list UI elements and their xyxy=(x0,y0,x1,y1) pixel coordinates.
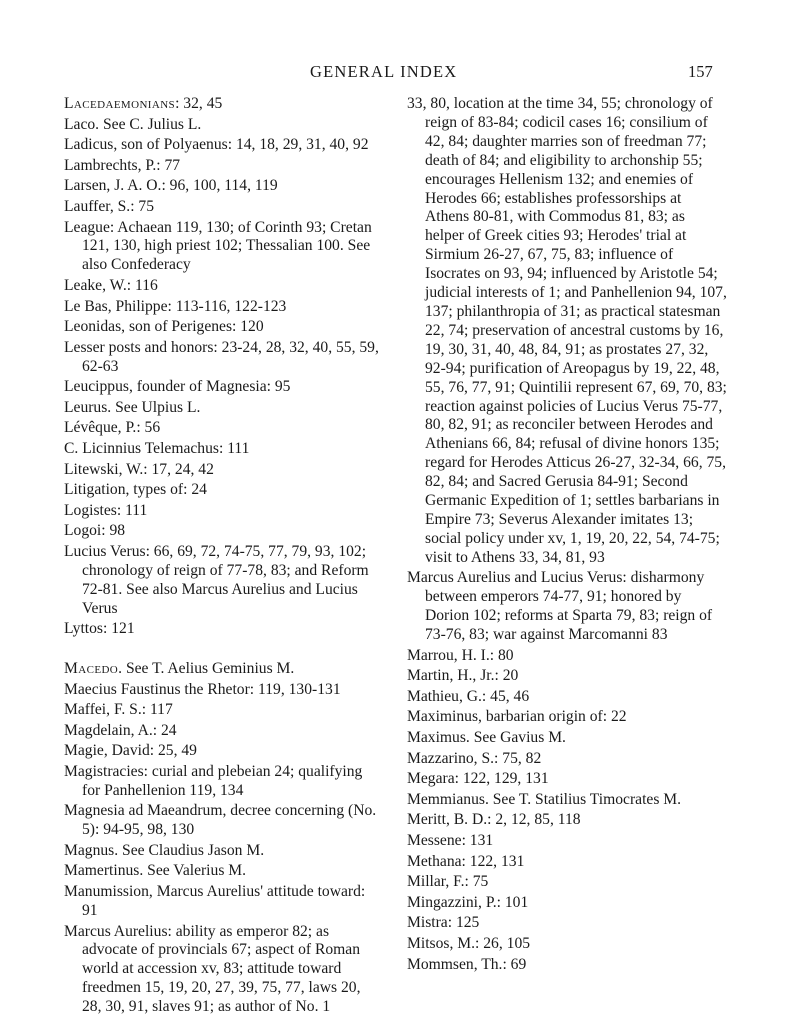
letter-section-gap xyxy=(64,641,382,660)
index-entry: Lyttos: 121 xyxy=(64,620,135,638)
index-entry: Magdelain, A.: 24 xyxy=(64,721,177,739)
index-entry: Maecius Faustinus the Rhetor: 119, 130-131 xyxy=(64,680,341,698)
index-entry: Magistracies: curial and plebeian 24; qualifying for Panhellenion 119, 134 xyxy=(64,762,363,799)
page-header xyxy=(0,62,787,86)
index-entry: Lesser posts and honors: 23-24, 28, 32, 40, 55, 59, 62-63 xyxy=(64,338,379,375)
index-entry: Mazzarino, S.: 75, 82 xyxy=(407,749,542,767)
index-entry: Maffei, F. S.: 117 xyxy=(64,701,173,719)
entry-text: : 32, 45 xyxy=(175,95,223,112)
index-entry: Logoi: 98 xyxy=(64,522,126,540)
index-entry: Lucius Verus: 66, 69, 72, 74-75, 77, 79, 93, 102; chronology of reign of 77-78, 83; and Reform 72-81. See also Marcus Aurelius and Lucius Verus xyxy=(64,543,369,617)
index-entry: Mingazzini, P.: 101 xyxy=(407,893,529,911)
index-entry: Marcus Aurelius and Lucius Verus: disharmony between emperors 74-77, 91; honored by Dorion 102; reforms at Sparta 79, 83; reign of 73-76, 83; war against Marcomanni 83 xyxy=(407,569,713,644)
index-entry: C. Licinnius Telemachus: 111 xyxy=(64,440,250,458)
index-entry: Larsen, J. A. O.: 96, 100, 114, 119 xyxy=(64,177,278,195)
page-number: 157 xyxy=(688,62,713,81)
index-entry-continued: 33, 80, location at the time 34, 55; chronology of reign of 83-84; codicil cases 16; consilium of 42, 84; daughter marries son of freedman 77; death of 84; and eligibility to archonship 55; encourages Hellenism 132; and enemies of Herodes 66; establishes professorships at Athens 80-81, with Commodus 81, 83; as helper of Greek cities 93; Herodes' trial at Sirmium 26-27, 67, 75, 83; influence of Isocrates on 93, 94; influenced by Aristotle 54; judicial interests of 1; and Panhellenion 94, 107, 137; philanthropia of 31; as practical statesman 22, 74; preservation of ancestral customs by 16, 19, 30, 31, 40, 48, 84, 91; as prostates 27, 32, 92-94; purification of Areopagus by 19, 22, 48, 55, 76, 77, 91; Quintilii represent 67, 69, 70, 83; reaction against policies of Lucius Verus 75-77, 80, 82, 91; as reconciler between Herodes and Athenians 66, 84; refusal of divine honors 135; regard for Herodes Atticus 26-27, 32-34, 66, 75, 82, 84; and Sacred Gerusia 84-91; Second Germanic Expedition of 1; settles barbarians in Empire 73; Severus Alexander imitates 13; social policy under xv, 1, 19, 20, 22, 54, 74-75; visit to Athens 33, 34, 81, 93 xyxy=(407,95,727,566)
index-entry: Lauffer, S.: 75 xyxy=(64,197,155,215)
index-entry: Mitsos, M.: 26, 105 xyxy=(407,934,531,952)
index-entry: Martin, H., Jr.: 20 xyxy=(407,667,519,685)
index-entry: League: Achaean 119, 130; of Corinth 93; Cretan 121, 130, high priest 102; Thessalian 100. See also Confederacy xyxy=(64,218,372,274)
index-entry: Lambrechts, P.: 77 xyxy=(64,156,181,174)
index-entry: Mommsen, Th.: 69 xyxy=(407,955,527,973)
index-entry: Mathieu, G.: 45, 46 xyxy=(407,687,530,705)
index-entry: Lévêque, P.: 56 xyxy=(64,419,161,437)
index-entry: Manumission, Marcus Aurelius' attitude toward: 91 xyxy=(64,883,366,919)
index-entry: Marcus Aurelius: ability as emperor 82; as advocate of provincials 67; aspect of Roman world at accession xv, 83; attitude toward freedmen 15, 19, 20, 27, 39, 75, 77, laws 20, 28, 30, 91, slaves 91; as author of No. 1 xyxy=(64,922,361,1016)
index-entry: Megara: 122, 129, 131 xyxy=(407,770,549,788)
index-entry: Millar, F.: 75 xyxy=(407,873,489,891)
right-column xyxy=(407,95,727,976)
entry-text: . See C. Julius L. xyxy=(95,115,202,133)
index-entry xyxy=(64,660,382,679)
index-entry: Ladicus, son of Polyaenus: 14, 18, 29, 31, 40, 92 xyxy=(64,136,369,154)
left-column xyxy=(64,95,382,1019)
index-entry: Methana: 122, 131 xyxy=(407,852,525,870)
running-head: GENERAL INDEX xyxy=(310,62,458,81)
index-entry: Magnus. See Claudius Jason M. xyxy=(64,841,265,859)
index-entry xyxy=(64,95,382,114)
index-entry: Meritt, B. D.: 2, 12, 85, 118 xyxy=(407,811,581,829)
index-entry: Leucippus, founder of Magnesia: 95 xyxy=(64,378,291,396)
index-entry: Mamertinus. See Valerius M. xyxy=(64,862,247,880)
index-entry: Magie, David: 25, 49 xyxy=(64,742,197,760)
index-entry: Maximinus, barbarian origin of: 22 xyxy=(407,708,627,726)
index-entry: Magnesia ad Maeandrum, decree concerning (No. 5): 94-95, 98, 130 xyxy=(64,802,377,839)
index-entry: Memmianus. See T. Statilius Timocrates M. xyxy=(407,790,682,808)
entry-headword: Lacedaemonians xyxy=(64,95,176,112)
index-entry: Mistra: 125 xyxy=(407,914,480,932)
index-entry: Messene: 131 xyxy=(407,832,494,849)
entry-headword: Laco xyxy=(64,115,96,133)
index-entry: Logistes: 111 xyxy=(64,501,148,519)
index-entry: Leake, W.: 116 xyxy=(64,276,158,294)
index-entry xyxy=(64,116,382,135)
index-entry: Leonidas, son of Perigenes: 120 xyxy=(64,318,264,336)
index-entry: Maximus. See Gavius M. xyxy=(407,729,566,747)
index-entry: Litewski, W.: 17, 24, 42 xyxy=(64,460,214,478)
entry-headword: Macedo xyxy=(64,659,119,677)
entry-text: . See T. Aelius Geminius M. xyxy=(118,659,295,677)
index-entry: Marrou, H. I.: 80 xyxy=(407,646,514,664)
index-entry: Leurus. See Ulpius L. xyxy=(64,398,201,416)
index-entry: Litigation, types of: 24 xyxy=(64,481,207,499)
index-entry: Le Bas, Philippe: 113-116, 122-123 xyxy=(64,297,287,315)
